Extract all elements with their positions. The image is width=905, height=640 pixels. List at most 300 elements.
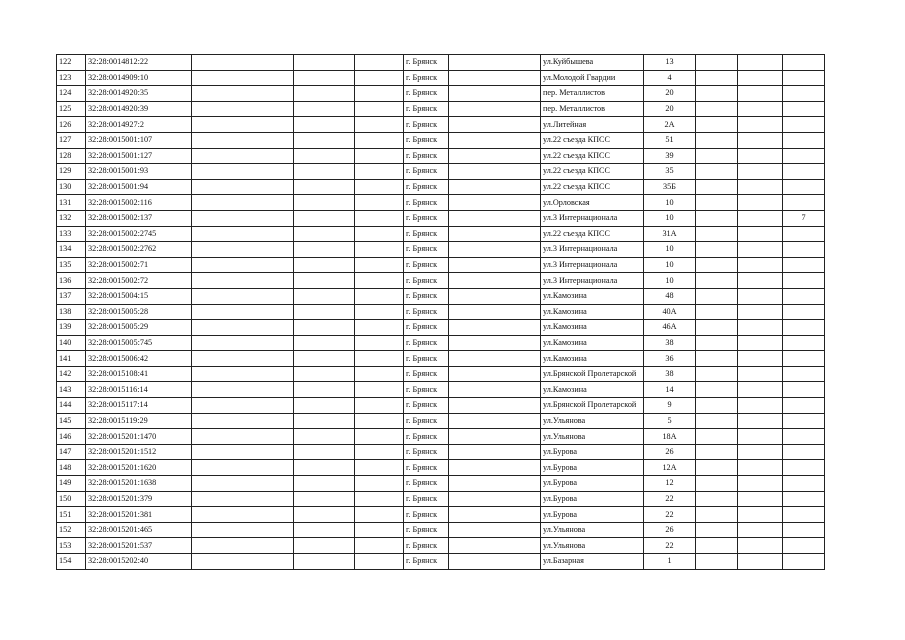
table-row xyxy=(57,179,825,195)
empty-cell xyxy=(294,101,355,117)
cadastral-number-cell: 32:28:0015002:137 xyxy=(86,210,192,226)
empty-cell xyxy=(192,460,294,476)
cadastral-number-cell: 32:28:0015117:14 xyxy=(86,398,192,414)
house-number-cell: 4 xyxy=(644,70,696,86)
table-row xyxy=(57,320,825,336)
empty-cell xyxy=(738,101,783,117)
empty-cell xyxy=(449,538,541,554)
table-row xyxy=(57,242,825,258)
extra-value-cell xyxy=(783,226,825,242)
empty-cell xyxy=(192,413,294,429)
cadastral-number-cell: 32:28:0014909:10 xyxy=(86,70,192,86)
empty-cell xyxy=(738,70,783,86)
empty-cell xyxy=(449,70,541,86)
empty-cell xyxy=(294,522,355,538)
empty-cell xyxy=(355,320,404,336)
empty-cell xyxy=(449,507,541,523)
empty-cell xyxy=(449,195,541,211)
extra-value-cell xyxy=(783,476,825,492)
empty-cell xyxy=(449,413,541,429)
empty-cell xyxy=(192,429,294,445)
cadastral-number-cell: 32:28:0015201:1620 xyxy=(86,460,192,476)
street-cell: ул.Бурова xyxy=(541,507,644,523)
empty-cell xyxy=(355,195,404,211)
empty-cell xyxy=(738,242,783,258)
street-cell: ул.3 Интернационала xyxy=(541,273,644,289)
extra-value-cell xyxy=(783,382,825,398)
empty-cell xyxy=(449,382,541,398)
empty-cell xyxy=(355,55,404,71)
cadastral-number-cell: 32:28:0015006:42 xyxy=(86,351,192,367)
row-number-cell: 154 xyxy=(57,554,86,570)
empty-cell xyxy=(738,148,783,164)
empty-cell xyxy=(449,210,541,226)
empty-cell xyxy=(355,242,404,258)
city-cell: г. Брянск xyxy=(404,507,449,523)
empty-cell xyxy=(192,476,294,492)
empty-cell xyxy=(192,304,294,320)
empty-cell xyxy=(294,351,355,367)
empty-cell xyxy=(449,320,541,336)
house-number-cell: 10 xyxy=(644,257,696,273)
empty-cell xyxy=(355,304,404,320)
empty-cell xyxy=(738,554,783,570)
row-number-cell: 144 xyxy=(57,398,86,414)
street-cell: ул.Ульянова xyxy=(541,413,644,429)
empty-cell xyxy=(449,444,541,460)
city-cell: г. Брянск xyxy=(404,257,449,273)
empty-cell xyxy=(192,288,294,304)
empty-cell xyxy=(449,164,541,180)
street-cell: ул.Орловская xyxy=(541,195,644,211)
house-number-cell: 51 xyxy=(644,132,696,148)
cadastral-number-cell: 32:28:0014812:22 xyxy=(86,55,192,71)
street-cell: ул.22 съезда КПСС xyxy=(541,164,644,180)
empty-cell xyxy=(449,304,541,320)
street-cell: ул.3 Интернационала xyxy=(541,257,644,273)
empty-cell xyxy=(738,507,783,523)
empty-cell xyxy=(738,86,783,102)
cadastral-number-cell: 32:28:0014920:39 xyxy=(86,101,192,117)
street-cell: ул.Брянской Пролетарской xyxy=(541,398,644,414)
empty-cell xyxy=(294,507,355,523)
extra-value-cell xyxy=(783,55,825,71)
empty-cell xyxy=(449,522,541,538)
row-number-cell: 146 xyxy=(57,429,86,445)
table-row xyxy=(57,288,825,304)
empty-cell xyxy=(696,460,738,476)
cadastral-number-cell: 32:28:0015002:71 xyxy=(86,257,192,273)
empty-cell xyxy=(449,476,541,492)
street-cell: ул.Куйбышева xyxy=(541,55,644,71)
empty-cell xyxy=(449,288,541,304)
house-number-cell: 2А xyxy=(644,117,696,133)
extra-value-cell xyxy=(783,86,825,102)
house-number-cell: 10 xyxy=(644,273,696,289)
city-cell: г. Брянск xyxy=(404,429,449,445)
cadastral-number-cell: 32:28:0015116:14 xyxy=(86,382,192,398)
empty-cell xyxy=(294,242,355,258)
cadastral-number-cell: 32:28:0015001:93 xyxy=(86,164,192,180)
city-cell: г. Брянск xyxy=(404,86,449,102)
street-cell: ул.Камозина xyxy=(541,288,644,304)
empty-cell xyxy=(294,398,355,414)
empty-cell xyxy=(355,164,404,180)
table-row xyxy=(57,132,825,148)
table-row xyxy=(57,413,825,429)
cadastral-number-cell: 32:28:0015201:379 xyxy=(86,491,192,507)
row-number-cell: 141 xyxy=(57,351,86,367)
empty-cell xyxy=(192,55,294,71)
table-row xyxy=(57,351,825,367)
empty-cell xyxy=(294,273,355,289)
table-row xyxy=(57,86,825,102)
row-number-cell: 153 xyxy=(57,538,86,554)
empty-cell xyxy=(696,320,738,336)
table-row xyxy=(57,257,825,273)
city-cell: г. Брянск xyxy=(404,70,449,86)
empty-cell xyxy=(355,70,404,86)
empty-cell xyxy=(355,460,404,476)
empty-cell xyxy=(294,86,355,102)
empty-cell xyxy=(355,86,404,102)
row-number-cell: 133 xyxy=(57,226,86,242)
street-cell: ул.Камозина xyxy=(541,320,644,336)
house-number-cell: 13 xyxy=(644,55,696,71)
table-row xyxy=(57,55,825,71)
row-number-cell: 151 xyxy=(57,507,86,523)
empty-cell xyxy=(192,164,294,180)
empty-cell xyxy=(294,429,355,445)
empty-cell xyxy=(738,351,783,367)
city-cell: г. Брянск xyxy=(404,382,449,398)
empty-cell xyxy=(696,288,738,304)
cadastral-number-cell: 32:28:0015004:15 xyxy=(86,288,192,304)
empty-cell xyxy=(294,538,355,554)
house-number-cell: 26 xyxy=(644,444,696,460)
empty-cell xyxy=(738,273,783,289)
empty-cell xyxy=(449,101,541,117)
cadastral-number-cell: 32:28:0015201:1470 xyxy=(86,429,192,445)
empty-cell xyxy=(738,195,783,211)
empty-cell xyxy=(696,382,738,398)
street-cell: ул.Молодой Гвардии xyxy=(541,70,644,86)
empty-cell xyxy=(696,195,738,211)
empty-cell xyxy=(738,55,783,71)
empty-cell xyxy=(696,507,738,523)
row-number-cell: 122 xyxy=(57,55,86,71)
house-number-cell: 22 xyxy=(644,507,696,523)
empty-cell xyxy=(738,288,783,304)
empty-cell xyxy=(355,117,404,133)
city-cell: г. Брянск xyxy=(404,398,449,414)
empty-cell xyxy=(355,429,404,445)
empty-cell xyxy=(294,179,355,195)
row-number-cell: 152 xyxy=(57,522,86,538)
empty-cell xyxy=(294,148,355,164)
table-row xyxy=(57,304,825,320)
empty-cell xyxy=(738,476,783,492)
row-number-cell: 139 xyxy=(57,320,86,336)
empty-cell xyxy=(449,117,541,133)
empty-cell xyxy=(192,522,294,538)
table-row xyxy=(57,476,825,492)
street-cell: ул.22 съезда КПСС xyxy=(541,226,644,242)
cadastral-number-cell: 32:28:0015108:41 xyxy=(86,366,192,382)
empty-cell xyxy=(192,351,294,367)
row-number-cell: 127 xyxy=(57,132,86,148)
empty-cell xyxy=(294,164,355,180)
empty-cell xyxy=(449,491,541,507)
city-cell: г. Брянск xyxy=(404,538,449,554)
house-number-cell: 26 xyxy=(644,522,696,538)
table-row xyxy=(57,117,825,133)
empty-cell xyxy=(355,132,404,148)
city-cell: г. Брянск xyxy=(404,335,449,351)
cadastral-number-cell: 32:28:0015002:116 xyxy=(86,195,192,211)
empty-cell xyxy=(696,210,738,226)
street-cell: ул.3 Интернационала xyxy=(541,210,644,226)
empty-cell xyxy=(696,101,738,117)
empty-cell xyxy=(696,226,738,242)
empty-cell xyxy=(294,70,355,86)
street-cell: ул.Камозина xyxy=(541,382,644,398)
empty-cell xyxy=(192,507,294,523)
empty-cell xyxy=(738,257,783,273)
empty-cell xyxy=(738,304,783,320)
empty-cell xyxy=(294,335,355,351)
house-number-cell: 10 xyxy=(644,195,696,211)
empty-cell xyxy=(355,257,404,273)
extra-value-cell xyxy=(783,460,825,476)
table-row xyxy=(57,491,825,507)
empty-cell xyxy=(355,382,404,398)
street-cell: ул.Бурова xyxy=(541,491,644,507)
empty-cell xyxy=(192,382,294,398)
empty-cell xyxy=(355,366,404,382)
row-number-cell: 136 xyxy=(57,273,86,289)
table-row xyxy=(57,366,825,382)
empty-cell xyxy=(449,429,541,445)
empty-cell xyxy=(449,460,541,476)
extra-value-cell xyxy=(783,70,825,86)
city-cell: г. Брянск xyxy=(404,195,449,211)
empty-cell xyxy=(355,538,404,554)
cadastral-number-cell: 32:28:0014927:2 xyxy=(86,117,192,133)
empty-cell xyxy=(355,554,404,570)
city-cell: г. Брянск xyxy=(404,179,449,195)
empty-cell xyxy=(696,554,738,570)
empty-cell xyxy=(738,117,783,133)
row-number-cell: 140 xyxy=(57,335,86,351)
empty-cell xyxy=(738,320,783,336)
empty-cell xyxy=(192,86,294,102)
city-cell: г. Брянск xyxy=(404,554,449,570)
city-cell: г. Брянск xyxy=(404,148,449,164)
empty-cell xyxy=(738,179,783,195)
empty-cell xyxy=(696,476,738,492)
street-cell: ул.Брянской Пролетарской xyxy=(541,366,644,382)
empty-cell xyxy=(192,179,294,195)
row-number-cell: 135 xyxy=(57,257,86,273)
extra-value-cell xyxy=(783,320,825,336)
empty-cell xyxy=(738,460,783,476)
empty-cell xyxy=(192,226,294,242)
row-number-cell: 123 xyxy=(57,70,86,86)
city-cell: г. Брянск xyxy=(404,117,449,133)
empty-cell xyxy=(696,273,738,289)
empty-cell xyxy=(192,195,294,211)
house-number-cell: 39 xyxy=(644,148,696,164)
row-number-cell: 145 xyxy=(57,413,86,429)
empty-cell xyxy=(738,132,783,148)
empty-cell xyxy=(738,444,783,460)
city-cell: г. Брянск xyxy=(404,101,449,117)
cadastral-number-cell: 32:28:0015119:29 xyxy=(86,413,192,429)
street-cell: ул.3 Интернационала xyxy=(541,242,644,258)
house-number-cell: 1 xyxy=(644,554,696,570)
empty-cell xyxy=(192,398,294,414)
row-number-cell: 131 xyxy=(57,195,86,211)
empty-cell xyxy=(449,132,541,148)
cadastral-number-cell: 32:28:0015001:127 xyxy=(86,148,192,164)
row-number-cell: 128 xyxy=(57,148,86,164)
house-number-cell: 22 xyxy=(644,491,696,507)
street-cell: ул.Ульянова xyxy=(541,429,644,445)
cadastral-number-cell: 32:28:0015002:72 xyxy=(86,273,192,289)
row-number-cell: 134 xyxy=(57,242,86,258)
house-number-cell: 5 xyxy=(644,413,696,429)
house-number-cell: 18А xyxy=(644,429,696,445)
city-cell: г. Брянск xyxy=(404,460,449,476)
empty-cell xyxy=(449,257,541,273)
empty-cell xyxy=(192,554,294,570)
row-number-cell: 142 xyxy=(57,366,86,382)
empty-cell xyxy=(192,257,294,273)
empty-cell xyxy=(355,226,404,242)
cadastral-number-cell: 32:28:0015202:40 xyxy=(86,554,192,570)
table-row xyxy=(57,273,825,289)
table-row xyxy=(57,398,825,414)
extra-value-cell xyxy=(783,429,825,445)
street-cell: ул.22 съезда КПСС xyxy=(541,148,644,164)
extra-value-cell xyxy=(783,132,825,148)
empty-cell xyxy=(355,210,404,226)
row-number-cell: 143 xyxy=(57,382,86,398)
empty-cell xyxy=(355,351,404,367)
empty-cell xyxy=(449,554,541,570)
empty-cell xyxy=(192,273,294,289)
table-row xyxy=(57,164,825,180)
empty-cell xyxy=(696,257,738,273)
row-number-cell: 125 xyxy=(57,101,86,117)
empty-cell xyxy=(449,351,541,367)
empty-cell xyxy=(294,413,355,429)
empty-cell xyxy=(192,132,294,148)
row-number-cell: 149 xyxy=(57,476,86,492)
city-cell: г. Брянск xyxy=(404,522,449,538)
row-number-cell: 129 xyxy=(57,164,86,180)
extra-value-cell xyxy=(783,117,825,133)
empty-cell xyxy=(696,413,738,429)
empty-cell xyxy=(192,148,294,164)
empty-cell xyxy=(192,101,294,117)
table-row xyxy=(57,210,825,226)
house-number-cell: 38 xyxy=(644,366,696,382)
row-number-cell: 126 xyxy=(57,117,86,133)
house-number-cell: 35Б xyxy=(644,179,696,195)
empty-cell xyxy=(696,366,738,382)
cadastral-number-cell: 32:28:0015005:29 xyxy=(86,320,192,336)
extra-value-cell xyxy=(783,148,825,164)
empty-cell xyxy=(696,444,738,460)
street-cell: ул.22 съезда КПСС xyxy=(541,132,644,148)
empty-cell xyxy=(696,491,738,507)
empty-cell xyxy=(449,242,541,258)
extra-value-cell xyxy=(783,304,825,320)
empty-cell xyxy=(192,538,294,554)
table-row xyxy=(57,195,825,211)
empty-cell xyxy=(294,366,355,382)
empty-cell xyxy=(696,55,738,71)
table-row xyxy=(57,522,825,538)
city-cell: г. Брянск xyxy=(404,476,449,492)
empty-cell xyxy=(294,257,355,273)
empty-cell xyxy=(355,413,404,429)
empty-cell xyxy=(449,86,541,102)
table-row xyxy=(57,335,825,351)
cadastral-number-cell: 32:28:0015005:28 xyxy=(86,304,192,320)
city-cell: г. Брянск xyxy=(404,164,449,180)
extra-value-cell: 7 xyxy=(783,210,825,226)
empty-cell xyxy=(696,242,738,258)
empty-cell xyxy=(696,86,738,102)
empty-cell xyxy=(738,398,783,414)
empty-cell xyxy=(449,226,541,242)
cadastral-number-cell: 32:28:0015201:465 xyxy=(86,522,192,538)
empty-cell xyxy=(738,226,783,242)
extra-value-cell xyxy=(783,335,825,351)
empty-cell xyxy=(294,117,355,133)
empty-cell xyxy=(355,335,404,351)
street-cell: ул.Камозина xyxy=(541,351,644,367)
extra-value-cell xyxy=(783,491,825,507)
table-row xyxy=(57,444,825,460)
house-number-cell: 46А xyxy=(644,320,696,336)
extra-value-cell xyxy=(783,507,825,523)
empty-cell xyxy=(192,491,294,507)
cadastral-number-cell: 32:28:0015001:94 xyxy=(86,179,192,195)
row-number-cell: 150 xyxy=(57,491,86,507)
cadastral-number-cell: 32:28:0015201:1512 xyxy=(86,444,192,460)
cadastral-number-cell: 32:28:0015201:1638 xyxy=(86,476,192,492)
empty-cell xyxy=(355,148,404,164)
street-cell: ул.Бурова xyxy=(541,460,644,476)
house-number-cell: 14 xyxy=(644,382,696,398)
city-cell: г. Брянск xyxy=(404,320,449,336)
empty-cell xyxy=(192,242,294,258)
empty-cell xyxy=(294,304,355,320)
table-row xyxy=(57,70,825,86)
street-cell: ул.Бурова xyxy=(541,444,644,460)
empty-cell xyxy=(696,538,738,554)
empty-cell xyxy=(294,55,355,71)
table-row xyxy=(57,460,825,476)
empty-cell xyxy=(294,226,355,242)
street-cell: ул.Базарная xyxy=(541,554,644,570)
table-row xyxy=(57,429,825,445)
empty-cell xyxy=(696,117,738,133)
